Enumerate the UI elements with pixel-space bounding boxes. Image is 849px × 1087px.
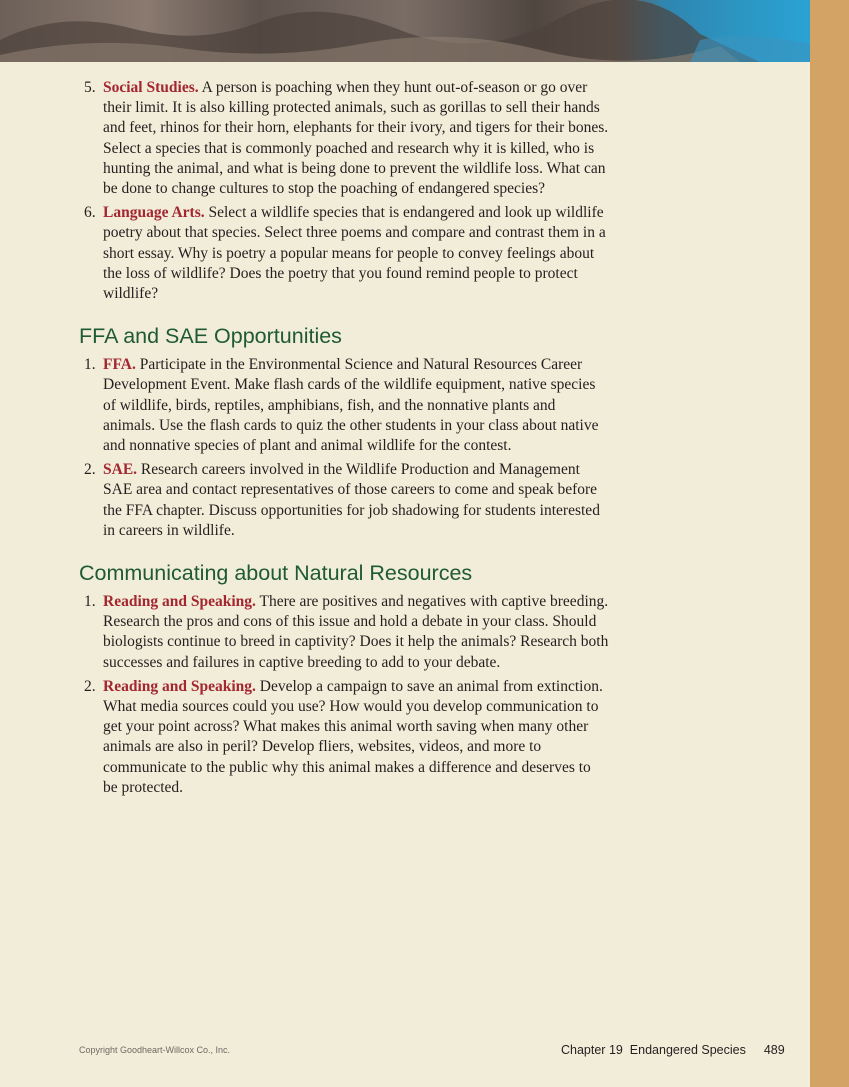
section-heading-ffa: FFA and SAE Opportunities	[79, 324, 342, 349]
item-term: Language Arts.	[103, 204, 205, 222]
page-number: 489	[763, 1043, 785, 1057]
item-term: Social Studies.	[103, 79, 199, 96]
list-item: 1. FFA. Participate in the Environmental Science and Natural Resources Career Development Event. Make flash cards of the wildlife equipment, native species of wildlife, birds, reptiles, amphibians, fish, and the nonnative plants and animals. Use the flash cards to quiz the other students in your class about native and nonnative species of plant and animal wildlife for the contest.	[84, 356, 599, 455]
rocky-shore-image	[0, 0, 810, 62]
item-term: SAE.	[103, 461, 138, 479]
ffa-list	[79, 355, 609, 541]
list-item: 6. Language Arts. Select a wildlife species that is endangered and look up wildlife poetry about that species. Select three poems and compare and contrast them in a short essay. Why is poetry a popular means for people to convey feelings about the loss of wildlife? Does the poetry that you found remind people to protect wildlife?	[84, 204, 606, 303]
item-text: There are positives and negatives with captive breeding. Research the pros and cons of this issue and hold a debate in your class. Should biologists continue to breed in captivity? Does it help the animals? Research both successes and failures in captive breeding to add to your debate.	[103, 593, 609, 671]
item-text: Select a wildlife species that is endangered and look up wildlife poetry about that species. Select three poems and compare and contrast them in a short essay. Why is poetry a popular means for people to convey feelings about the loss of wildlife? Does the poetry that you found remind people to protect wildlife?	[103, 204, 606, 303]
activity-list-top	[79, 78, 609, 304]
item-term: Reading and Speaking.	[103, 677, 256, 695]
section-heading-communicating: Communicating about Natural Resources	[79, 561, 473, 586]
item-term: Reading and Speaking.	[103, 593, 256, 611]
page-content	[79, 78, 609, 802]
item-text: Develop a campaign to save an animal from extinction. What media sources could you use? How would you develop communication to get your point across? What makes this animal worth saving when many other animals are also in peril? Develop fliers, websites, videos, and more to communicate to the public why this animal makes a difference and deserves to be protected.	[103, 677, 603, 796]
header-photo-banner	[0, 0, 810, 62]
list-item: 2. Reading and Speaking. Develop a campaign to save an animal from extinction. What media sources could you use? How would you develop communication to get your point across? What makes this animal worth saving when many other animals are also in peril? Develop fliers, websites, videos, and more to communicate to the public why this animal makes a difference and deserves to be protected.	[84, 677, 603, 796]
list-item: 2. SAE. Research careers involved in the Wildlife Production and Management SAE area and contact representatives of those careers to come and speak before the FFA chapter. Discuss opportunities for job shadowing for students interested in careers in wildlife.	[84, 461, 600, 539]
item-text: Participate in the Environmental Science and Natural Resources Career Development Event. Make flash cards of the wildlife equipment, native species of wildlife, birds, reptiles, amphibians, fish, and the nonnative plants and animals. Use the flash cards to quiz the other students in your class about native and nonnative species of plant and animal wildlife for the contest.	[103, 356, 599, 455]
item-term: FFA.	[103, 356, 136, 374]
communicating-list	[79, 592, 609, 798]
page-edge-strip	[810, 0, 849, 1087]
copyright-notice: Copyright Goodheart-Willcox Co., Inc.	[79, 1045, 231, 1055]
list-item: 5. Social Studies. A person is poaching when they hunt out-of-season or go over their limit. It is also killing protected animals, such as gorillas to sell their hands and feet, rhinos for their horn, elephants for their ivory, and tigers for their bones. Select a species that is commonly poached and research why it is killed, who is hunting the animal, and what is being done to prevent the wildlife loss. What can be done to change cultures to stop the poaching of endangered species?	[84, 79, 609, 198]
item-text: Research careers involved in the Wildlife Production and Management SAE area and contact representatives of those careers to come and speak before the FFA chapter. Discuss opportunities for job shadowing for students interested in careers in wildlife.	[103, 461, 600, 539]
running-footer	[561, 1043, 785, 1057]
chapter-title: Chapter 19 Endangered Species	[561, 1043, 746, 1057]
item-text: A person is poaching when they hunt out-of-season or go over their limit. It is also killing protected animals, such as gorillas to sell their hands and feet, rhinos for their horn, elephants for their ivory, and tigers for their bones. Select a species that is commonly poached and research why it is killed, who is hunting the animal, and what is being done to prevent the wildlife loss. What can be done to change cultures to stop the poaching of endangered species?	[103, 79, 609, 198]
list-item: 1. Reading and Speaking. There are positives and negatives with captive breeding. Research the pros and cons of this issue and hold a debate in your class. Should biologists continue to breed in captivity? Does it help the animals? Research both successes and failures in captive breeding to add to your debate.	[84, 593, 609, 671]
